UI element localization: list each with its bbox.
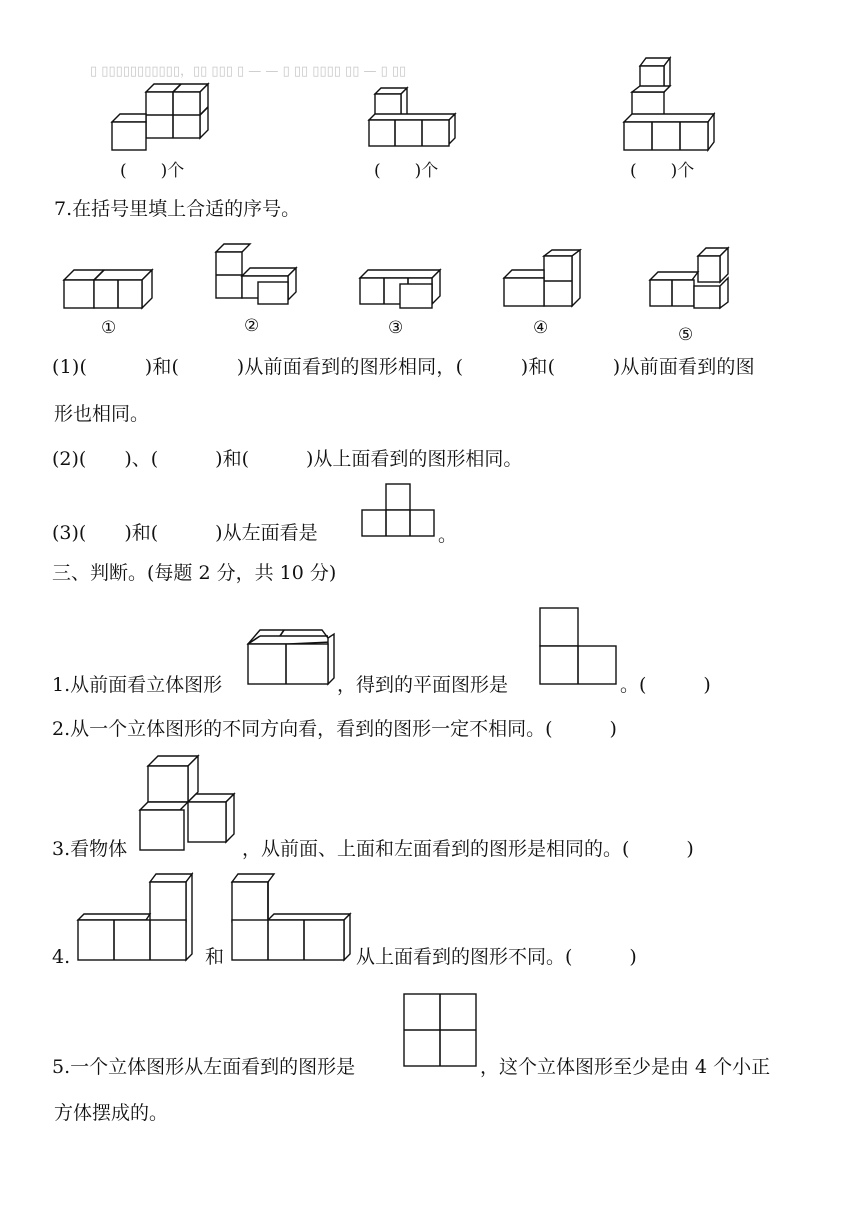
judge-5-text-a: 5.一个立体图形从左面看到的图形是 (52, 1056, 356, 1078)
top-count-2: ( )个 (374, 161, 439, 181)
judge-4-solid-a (76, 872, 198, 964)
judge-3-solid (136, 754, 246, 856)
judge-4-text-b: 和 (205, 946, 225, 968)
q7-sub3-end: 。 (438, 524, 458, 546)
judge-4-text-a: 4. (52, 946, 71, 968)
q7-figure-5 (646, 246, 736, 312)
judge-5-text-b: ，这个立体图形至少是由 4 个小正 (480, 1056, 771, 1078)
q7-figure-2 (212, 242, 302, 308)
q7-sub3-text: (3)( )和( )从左面看是 (52, 522, 318, 544)
q7-label-2: ② (244, 316, 260, 336)
q7-label-5: ⑤ (678, 325, 694, 345)
top-figure-3 (622, 56, 722, 156)
section3-title: 三、判断。(每题 2 分，共 10 分) (52, 562, 337, 584)
q7-sub1-line1: (1)( )和( )从前面看到的图形相同，( )和( )从前面看到的图 (52, 356, 755, 378)
q7-figure-3 (356, 262, 446, 310)
judge-5-left-view (400, 992, 480, 1070)
judge-1-plane (538, 606, 620, 688)
judge-1-text-b: ，得到的平面图形是 (337, 674, 509, 696)
judge-1-text-a: 1.从前面看立体图形 (52, 674, 223, 696)
judge-4-solid-b (228, 872, 354, 964)
top-figure-2 (365, 86, 460, 151)
q7-label-4: ④ (533, 318, 549, 338)
show-through-text: ▯ ▯▯▯▯▯▯▯▯▯▯▯，▯▯ ▯▯▯ ▯ — — ▯ ▯▯ ▯▯▯▯ ▯▯ — ▯ ▯▯ (90, 64, 407, 79)
q7-sub3-left-view (358, 482, 438, 538)
judge-5-text-c: 方体摆成的。 (54, 1102, 169, 1124)
judge-3-text-a: 3.看物体 (52, 838, 128, 860)
judge-1-text-c: 。( ) (620, 674, 711, 696)
judge-4-text-c: 从上面看到的图形不同。( ) (356, 946, 637, 968)
judge-3-text-b: ，从前面、上面和左面看到的图形是相同的。( ) (242, 838, 694, 860)
q7-sub1-line2: 形也相同。 (54, 403, 150, 425)
q7-label-3: ③ (388, 318, 404, 338)
judge-2-text: 2.从一个立体图形的不同方向看，看到的图形一定不相同。( ) (52, 718, 617, 740)
top-figure-1 (108, 78, 218, 153)
q7-figure-4 (500, 248, 590, 310)
top-count-1: ( )个 (120, 161, 185, 181)
q7-sub2: (2)( )、( )和( )从上面看到的图形相同。 (52, 448, 523, 470)
q7-label-1: ① (101, 318, 117, 338)
judge-1-solid (244, 626, 336, 688)
q7-figure-1 (60, 262, 160, 312)
q7-title: 7.在括号里填上合适的序号。 (54, 198, 301, 220)
top-count-3: ( )个 (630, 161, 695, 181)
